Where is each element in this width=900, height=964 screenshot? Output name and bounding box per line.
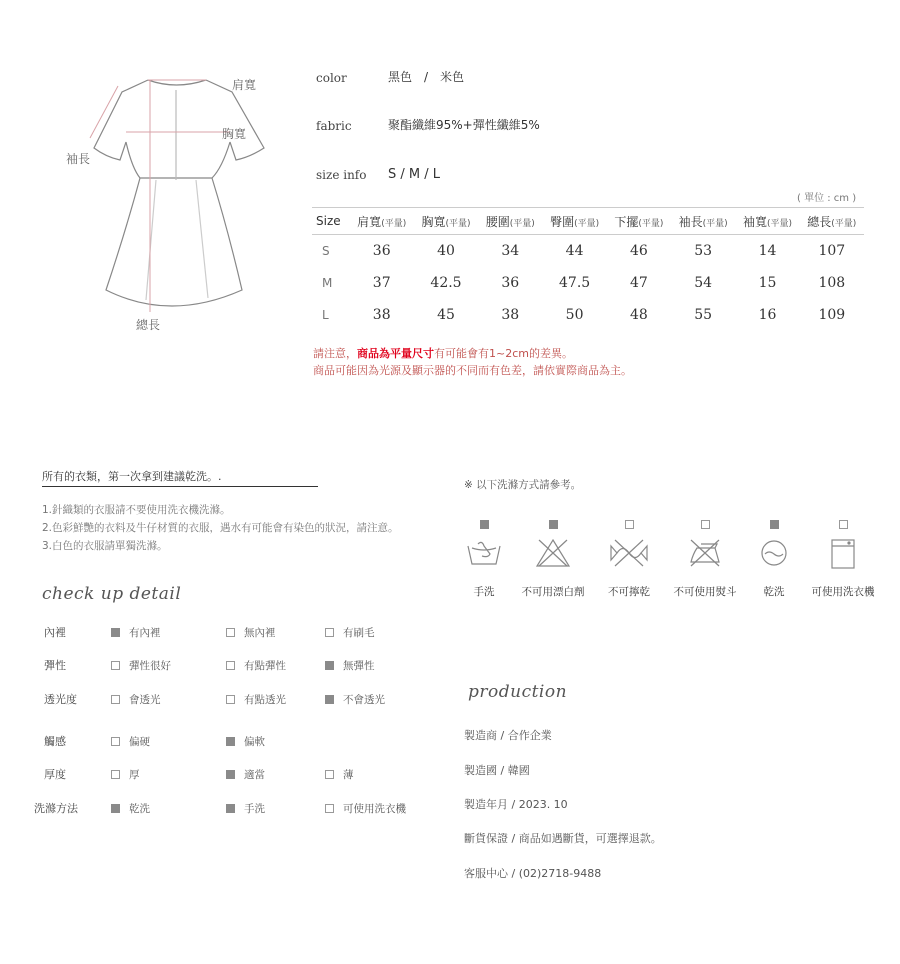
flat-measure-note: (平量) [381, 218, 407, 229]
measurement-cell: 55 [694, 307, 713, 323]
unchecked-box-icon [325, 804, 334, 813]
column-header [800, 208, 864, 235]
size-cell: L [322, 308, 329, 322]
size-cell: M [322, 276, 333, 290]
notice-suffix: 有可能會有1~2cm的差異。 [434, 347, 573, 360]
option-label: 有內裡 [129, 627, 161, 639]
checked-box-icon [226, 804, 235, 813]
option-label: 手洗 [244, 803, 265, 815]
production-line: 客服中心 / (02)2718-9488 [464, 867, 602, 880]
option-label: 會透光 [129, 694, 161, 706]
option-label: 無彈性 [343, 660, 375, 672]
detail-option [111, 734, 150, 749]
wash-label: 不可用漂白劑 [521, 586, 585, 598]
flat-measure-note: (平量) [831, 218, 857, 229]
option-label: 乾洗 [129, 803, 150, 815]
detail-option [325, 767, 354, 782]
option-label: 有點透光 [244, 694, 286, 706]
measurement-cell: 50 [565, 307, 584, 323]
column-header [350, 208, 414, 235]
column-name: 臀圍 [550, 214, 575, 229]
size-info-label: size info [316, 168, 367, 182]
shoulder-label: 肩寬 [232, 78, 257, 92]
wash-label: 可使用洗衣機 [811, 586, 875, 598]
measurement-cell: 15 [758, 275, 777, 291]
dress-illustration [60, 60, 310, 340]
checked-box-icon [325, 695, 334, 704]
checked-box-icon [549, 520, 558, 529]
detail-option [325, 658, 375, 673]
column-header [671, 208, 735, 235]
detail-row-label: 厚度 [44, 768, 66, 781]
detail-row-label: 觸感 [44, 735, 66, 748]
column-header [414, 208, 478, 235]
wash-item [665, 514, 745, 599]
wash-label: 乾洗 [763, 586, 785, 598]
notice-prefix: 請注意， [313, 347, 357, 360]
unchecked-box-icon [111, 661, 120, 670]
checked-box-icon [111, 804, 120, 813]
wash-mark [513, 514, 593, 528]
measurement-cell: 40 [437, 243, 455, 259]
checked-box-icon [226, 737, 235, 746]
detail-option [111, 692, 161, 707]
measurement-cell: 44 [565, 243, 584, 259]
checked-box-icon [325, 661, 334, 670]
column-name: 袖寬 [742, 214, 767, 229]
wash-item [589, 514, 669, 599]
no-bleach-icon [513, 538, 593, 576]
no-wring-icon [589, 538, 669, 576]
chest-label: 胸寬 [222, 127, 247, 141]
sleeve-label: 袖長 [66, 152, 91, 166]
care-note-3: 3.白色的衣服請單獨洗滌。 [42, 540, 168, 552]
detail-row-label: 彈性 [44, 659, 66, 672]
wash-label: 不可擰乾 [608, 586, 650, 598]
fabric-label: fabric [316, 119, 352, 133]
wash-mark [803, 514, 883, 528]
dress-outline-icon [60, 60, 310, 340]
column-header [542, 208, 606, 235]
detail-option [325, 692, 385, 707]
option-label: 薄 [343, 769, 354, 781]
wash-item [444, 514, 524, 599]
column-name: 胸寬 [421, 214, 446, 229]
column-name: 總長 [807, 214, 832, 229]
column-header [735, 208, 799, 235]
fabric-value: 聚酯纖維95%+彈性纖維5% [388, 118, 540, 132]
column-name: 下擺 [614, 214, 639, 229]
option-label: 彈性很好 [129, 660, 171, 672]
unchecked-box-icon [111, 737, 120, 746]
unchecked-box-icon [701, 520, 710, 529]
check-up-detail-title: check up detail [42, 584, 182, 604]
size-column-header: Size [312, 208, 350, 235]
production-title: production [468, 682, 568, 702]
unchecked-box-icon [839, 520, 848, 529]
notice-line-2: 商品可能因為光源及顯示器的不同而有色差，請依實際商品為主。 [313, 364, 632, 377]
dry-clean-icon [734, 538, 814, 576]
column-name: 肩寬 [357, 214, 382, 229]
detail-option [226, 658, 286, 673]
option-label: 偏軟 [244, 736, 265, 748]
checked-box-icon [111, 628, 120, 637]
unchecked-box-icon [111, 770, 120, 779]
measurement-cell: 54 [694, 275, 713, 291]
unchecked-box-icon [325, 628, 334, 637]
wash-mark [665, 514, 745, 528]
detail-row-label: 洗滌方法 [34, 802, 78, 815]
detail-option [111, 767, 140, 782]
length-label: 總長 [136, 318, 161, 332]
no-iron-icon [665, 538, 745, 576]
measurement-cell: 36 [501, 275, 520, 291]
detail-row-label: 透光度 [44, 693, 77, 706]
measurement-cell: 46 [629, 243, 648, 259]
measurement-cell: 45 [437, 307, 455, 323]
unit-label: ( 單位 : cm ) [797, 193, 857, 204]
measurement-cell: 37 [372, 275, 391, 291]
size-info-value: S / M / L [388, 167, 440, 182]
wash-label: 不可使用熨斗 [673, 586, 737, 598]
size-table-header [312, 208, 864, 235]
size-cell: S [322, 244, 330, 258]
detail-option [226, 625, 276, 640]
wash-label: 手洗 [473, 586, 495, 598]
detail-option [111, 658, 171, 673]
checked-box-icon [480, 520, 489, 529]
column-name: 袖長 [678, 214, 703, 229]
checked-box-icon [770, 520, 779, 529]
care-title: 所有的衣類，第一次拿到建議乾洗。. [42, 468, 318, 487]
option-label: 不會透光 [343, 694, 385, 706]
measurement-cell: 48 [629, 307, 648, 323]
notice-highlight: 商品為平量尺寸 [357, 347, 434, 360]
measurement-cell: 14 [758, 243, 777, 259]
measurement-cell: 53 [694, 243, 713, 259]
hand-wash-icon [444, 538, 524, 576]
flat-measure-note: (平量) [766, 218, 792, 229]
option-label: 偏硬 [129, 736, 150, 748]
detail-option [111, 625, 161, 640]
measurement-cell: 47 [629, 275, 648, 291]
option-label: 無內裡 [244, 627, 276, 639]
flat-measure-note: (平量) [638, 218, 664, 229]
wash-mark [734, 514, 814, 528]
washing-title: ※ 以下洗滌方式請參考。 [464, 479, 582, 491]
detail-option [226, 692, 286, 707]
wash-item [513, 514, 593, 599]
flat-measure-note: (平量) [702, 218, 728, 229]
detail-option [325, 625, 375, 640]
unchecked-box-icon [226, 661, 235, 670]
measurement-cell: 34 [501, 243, 520, 259]
detail-option [226, 767, 265, 782]
column-name: 腰圍 [485, 214, 510, 229]
washing-machine-icon [803, 538, 883, 576]
production-line: 斷貨保證 / 商品如遇斷貨，可選擇退款。 [464, 832, 662, 845]
detail-option [111, 801, 150, 816]
measurement-cell: 109 [818, 307, 846, 323]
color-label: color [316, 71, 347, 85]
care-note-1: 1.針織類的衣服請不要使用洗衣機洗滌。 [42, 504, 231, 516]
flat-measure-note: (平量) [574, 218, 600, 229]
table-row [312, 299, 864, 331]
table-row [312, 235, 864, 268]
color-value: 黑色 / 米色 [388, 70, 465, 84]
option-label: 厚 [129, 769, 140, 781]
detail-option [226, 734, 265, 749]
unchecked-box-icon [111, 695, 120, 704]
wash-item [803, 514, 883, 599]
notice-line-1 [313, 345, 573, 361]
detail-option [226, 801, 265, 816]
wash-mark [444, 514, 524, 528]
unchecked-box-icon [226, 628, 235, 637]
column-header [607, 208, 671, 235]
option-label: 有刷毛 [343, 627, 375, 639]
option-label: 有點彈性 [244, 660, 286, 672]
wash-item [734, 514, 814, 599]
wash-mark [589, 514, 669, 528]
measurement-cell: 16 [758, 307, 777, 323]
size-table [312, 207, 864, 331]
measurement-cell: 107 [818, 243, 846, 259]
production-line: 製造年月 / 2023. 10 [464, 798, 568, 811]
column-header [478, 208, 542, 235]
option-label: 可使用洗衣機 [343, 803, 406, 815]
flat-measure-note: (平量) [509, 218, 535, 229]
detail-option [325, 801, 406, 816]
measurement-cell: 47.5 [559, 275, 591, 291]
flat-measure-note: (平量) [445, 218, 471, 229]
measurement-cell: 108 [818, 275, 846, 291]
checked-box-icon [226, 770, 235, 779]
unchecked-box-icon [625, 520, 634, 529]
detail-row-label: 內裡 [44, 626, 66, 639]
unchecked-box-icon [226, 695, 235, 704]
measurement-cell: 42.5 [430, 275, 462, 291]
measurement-cell: 38 [501, 307, 520, 323]
production-line: 製造商 / 合作企業 [464, 729, 552, 742]
measurement-cell: 38 [372, 307, 391, 323]
production-line: 製造國 / 韓國 [464, 764, 530, 777]
option-label: 適當 [244, 769, 265, 781]
table-row [312, 267, 864, 299]
care-note-2: 2.色彩鮮艷的衣料及牛仔材質的衣服，遇水有可能會有染色的狀況，請注意。 [42, 522, 399, 534]
unchecked-box-icon [325, 770, 334, 779]
measurement-cell: 36 [372, 243, 391, 259]
